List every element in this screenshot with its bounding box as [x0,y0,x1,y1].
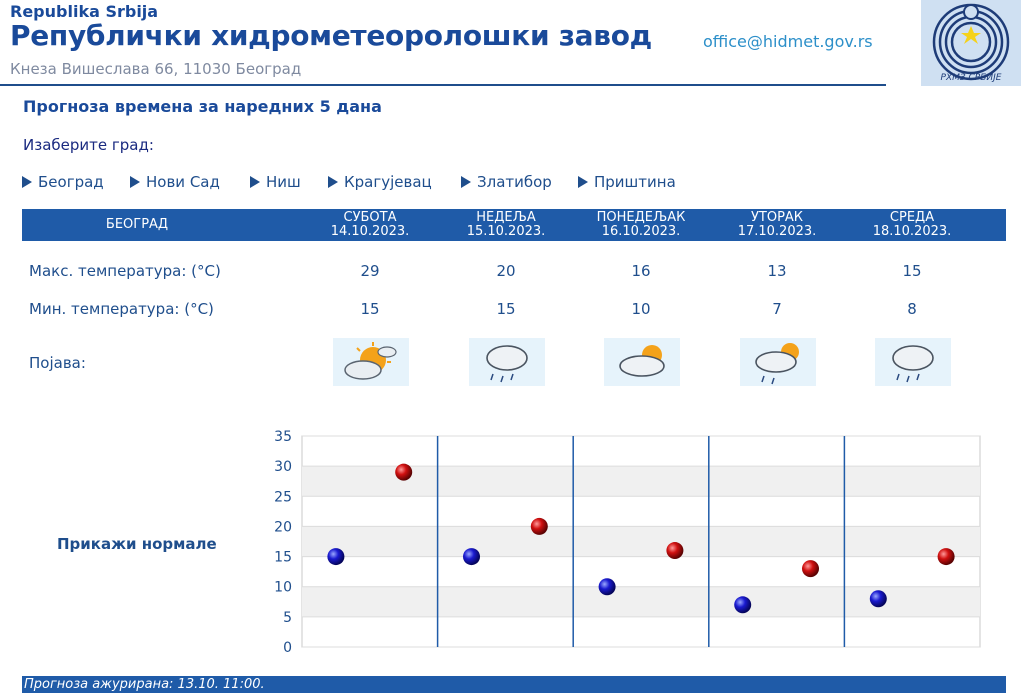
min-temp-point [327,548,344,565]
sun-cloud-icon [333,338,409,386]
min-temp-point [870,590,887,607]
partly-cloudy-icon [604,338,680,386]
header-divider [0,84,886,86]
min-temp-value: 15 [360,300,380,318]
city-link-label: Крагујевац [344,173,432,191]
city-link-zlatibor[interactable] [461,173,552,191]
day-name: НЕДЕЉА [476,210,536,225]
page-title: Прогноза времена за наредних 5 дана [23,97,382,116]
phenomenon-label: Појава: [29,354,86,372]
min-temp-value: 8 [907,300,917,318]
arrow-right-icon [461,176,471,188]
svg-text:РХМЗ СРБИЈЕ: РХМЗ СРБИЈЕ [940,73,1002,83]
day-date: 18.10.2023. [872,224,952,239]
max-temp-point [666,542,683,559]
cloud-rain-icon [469,338,545,386]
min-temp-value: 15 [496,300,516,318]
y-tick-label: 35 [274,429,292,445]
arrow-right-icon [22,176,32,188]
y-tick-label: 0 [283,640,292,656]
y-tick-label: 20 [274,519,292,536]
day-name: СРЕДА [889,210,935,225]
max-temp-point [531,518,548,535]
arrow-right-icon [130,176,140,188]
arrow-right-icon [250,176,260,188]
header-city-name: БЕОГРАД [105,217,169,232]
day-name: УТОРАК [750,210,804,225]
grid-band [302,526,980,556]
city-link-beograd[interactable] [22,173,104,191]
city-link-label: Ниш [266,173,301,191]
site-title[interactable]: Републички хидрометеоролошки завод [10,19,652,52]
city-link-label: Приштина [594,173,676,191]
city-link-pristina[interactable] [578,173,676,191]
day-date: 14.10.2023. [330,224,410,239]
update-footer [22,676,1006,693]
max-temp-value: 29 [360,262,380,280]
choose-city-label: Изаберите град: [23,136,154,154]
min-temp-value: 7 [772,300,782,318]
grid-band [302,587,980,617]
site-header [0,0,1024,88]
city-link-label: Нови Сад [146,173,220,191]
max-temp-label: Макс. температура: (°C) [29,262,221,280]
city-link-kragujevac[interactable] [328,173,432,191]
header-country-label: Republika Srbija [10,2,159,21]
email-link[interactable]: office@hidmet.gov.rs [703,32,873,51]
min-temp-point [734,596,751,613]
day-name: ПОНЕДЕЉАК [596,210,686,225]
day-header [852,211,972,239]
max-temp-value: 13 [767,262,787,280]
y-tick-label: 10 [274,579,292,596]
day-header [581,211,701,239]
header-address: Кнеза Вишеслава 66, 11030 Београд [10,60,302,78]
day-name: СУБОТА [343,210,397,225]
city-link-nis[interactable] [250,173,301,191]
day-header [446,211,566,239]
plot-area [302,436,980,647]
y-tick-label: 30 [274,459,292,476]
arrow-right-icon [328,176,338,188]
max-temp-point [395,464,412,481]
max-temp-point [938,548,955,565]
min-temp-value: 10 [631,300,651,318]
min-temp-point [463,548,480,565]
arrow-right-icon [578,176,588,188]
update-timestamp: Прогноза ажурирана: 13.10. 11:00. [24,677,265,692]
day-date: 15.10.2023. [466,224,546,239]
y-tick-label: 25 [274,489,292,506]
day-date: 16.10.2023. [601,224,681,239]
city-link-novi-sad[interactable] [130,173,220,191]
min-temp-point [599,578,616,595]
rhmz-logo[interactable] [921,0,1021,86]
max-temp-value: 16 [631,262,651,280]
show-normals-link[interactable]: Прикажи нормале [57,535,217,553]
max-temp-value: 15 [902,262,922,280]
day-header [310,211,430,239]
grid-band [302,466,980,496]
max-temp-point [802,560,819,577]
cloud-rain-icon [875,338,951,386]
day-date: 17.10.2023. [737,224,817,239]
logo-emblem-icon [921,0,1021,86]
city-link-label: Београд [38,173,104,191]
y-tick-label: 5 [283,609,292,626]
max-temp-value: 20 [496,262,516,280]
city-link-label: Златибор [477,173,552,191]
min-temp-label: Мин. температура: (°C) [29,300,214,318]
partly-cloudy-rain-icon [740,338,816,386]
day-header [717,211,837,239]
forecast-table-header [22,209,1006,241]
y-tick-label: 15 [274,549,292,566]
